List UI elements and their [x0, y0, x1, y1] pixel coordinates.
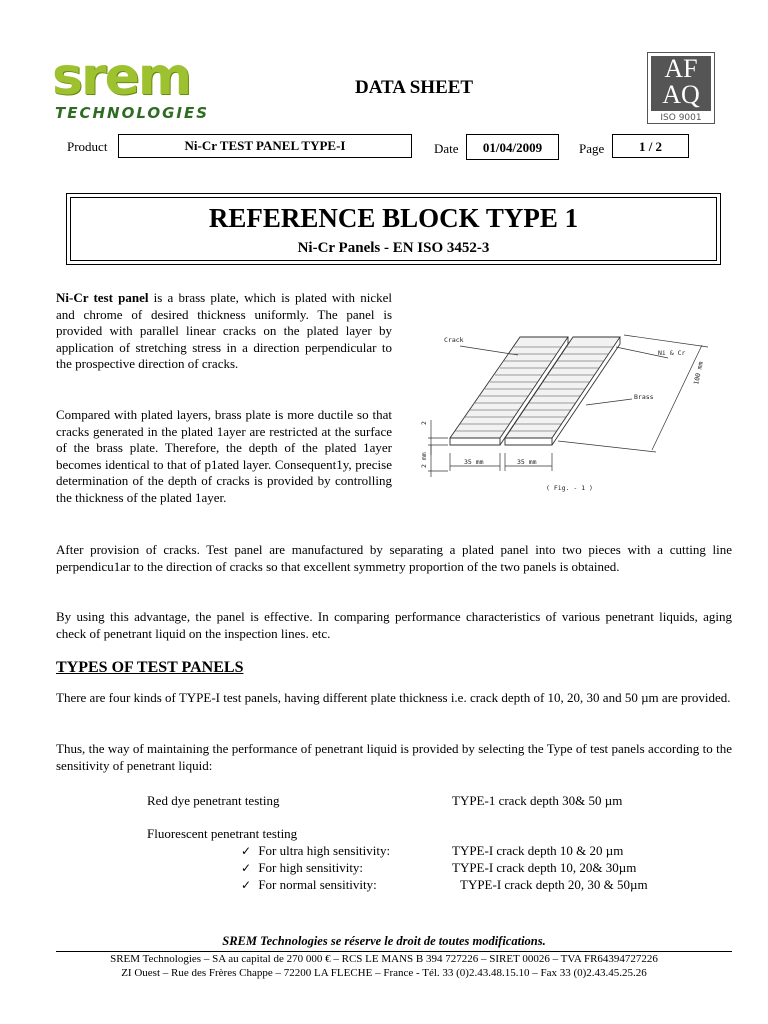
page-value: 1 / 2	[612, 134, 689, 158]
sensitivity-label: For normal sensitivity:	[258, 877, 377, 892]
fig-label-nicr: Ni & Cr	[658, 349, 686, 357]
product-value: Ni-Cr TEST PANEL TYPE-I	[118, 134, 412, 158]
cert-iso: ISO 9001	[660, 113, 702, 123]
intro-paragraph-4: By using this advantage, the panel is effective. In comparing performance characteristics of various penetrant liquids, aging check of penetrant liquid on the inspection lines. etc.	[56, 609, 732, 641]
fig-caption: ( Fig. - 1 )	[546, 484, 593, 492]
page-label: Page	[579, 141, 605, 156]
fig-dim-width-1: 35 mm	[464, 458, 484, 466]
cert-letters-top: AF	[664, 54, 698, 83]
fig-label-crack: Crack	[444, 336, 464, 344]
logo-wordmark: srem	[52, 47, 191, 107]
sensitivity-value: TYPE-I crack depth 10, 20& 30µm	[452, 860, 637, 875]
fig-dim-width-2: 35 mm	[517, 458, 537, 466]
list-item	[241, 876, 377, 894]
date-value: 01/04/2009	[466, 134, 559, 160]
cert-letters-bottom: AQ	[662, 80, 700, 109]
types-paragraph-1: There are four kinds of TYPE-I test panels, having different plate thickness i.e. crack depth of 10, 20, 30 and 50 µm are provided.	[56, 690, 731, 705]
sensitivity-value: TYPE-I crack depth 10 & 20 µm	[452, 843, 624, 858]
product-label: Product	[67, 139, 108, 154]
sensitivity-label: For ultra high sensitivity:	[258, 843, 391, 858]
footer-company-line: SREM Technologies – SA au capital de 270 000 € – RCS LE MANS B 394 727226 – SIRET 00026 – TVA FR64394727226	[110, 953, 658, 965]
certification-logo	[647, 52, 715, 124]
section-heading-types: TYPES OF TEST PANELS	[56, 659, 244, 676]
intro-paragraph-2: Compared with plated layers, brass plate is more ductile so that cracks generated in the plated 1ayer are restricted at the surface of the brass plate. Therefore, the depth of the plated 1ayer becomes identical to that of p1ated layer. Consequent1y, precise determination of the depth of cracks is provided by controlling the thickness of the plated 1ayer.	[56, 407, 392, 505]
intro-paragraph-1	[56, 290, 392, 373]
checkmark-icon: ✓	[241, 861, 252, 875]
red-dye-value: TYPE-1 crack depth 30& 50 µm	[452, 793, 623, 808]
sensitivity-value: TYPE-I crack depth 20, 30 & 50µm	[460, 877, 648, 892]
sensitivity-label: For high sensitivity:	[258, 860, 364, 875]
company-logo	[52, 47, 228, 126]
intro-bold-term: Ni-Cr test panel	[56, 290, 149, 305]
fluorescent-label: Fluorescent penetrant testing	[147, 826, 298, 841]
title-block	[66, 193, 721, 265]
types-paragraph-2: Thus, the way of maintaining the performance of penetrant liquid is provided by selecting the Type of test panels according to the sensitivity of penetrant liquid:	[56, 741, 732, 773]
intro-paragraph-3: After provision of cracks. Test panel are manufactured by separating a plated panel into two pieces with a cutting line perpendicu1ar to the direction of cracks so that excellent symmetry proportion of the two panels is obtained.	[56, 542, 732, 574]
date-label: Date	[434, 141, 459, 156]
page-title: REFERENCE BLOCK TYPE 1	[208, 203, 579, 233]
red-dye-label: Red dye penetrant testing	[147, 793, 280, 808]
checkmark-icon: ✓	[241, 878, 252, 892]
page-subtitle: Ni-Cr Panels - EN ISO 3452-3	[297, 240, 490, 256]
fig-dim-thickness: 2	[420, 421, 428, 425]
footer-address-line: ZI Ouest – Rue des Frères Chappe – 72200 LA FLECHE – France - Tél. 33 (0)2.43.48.15.10 – Fax 33 (0)2.43.45.25.26	[121, 967, 647, 979]
fig-label-brass: Brass	[634, 393, 654, 401]
document-type: DATA SHEET	[355, 77, 474, 98]
list-item	[241, 842, 390, 860]
fig-dim-height: 2 mm	[420, 452, 428, 468]
intro-p1-text: is a brass plate, which is plated with nickel and chrome of desired thickness uniformly. The panel is provided with parallel linear cracks on the plated layer by application of stretching stress in a direction perpendicular to the prospective direction of cracks.	[56, 290, 392, 371]
logo-subtitle: TECHNOLOGIES	[55, 104, 210, 122]
test-panel-figure	[420, 325, 738, 497]
footer-divider	[56, 951, 732, 952]
footer-disclaimer: SREM Technologies se réserve le droit de toutes modifications.	[222, 934, 546, 948]
list-item	[241, 859, 363, 877]
fig-dim-length: 100 mm	[692, 360, 705, 386]
checkmark-icon: ✓	[241, 844, 252, 858]
